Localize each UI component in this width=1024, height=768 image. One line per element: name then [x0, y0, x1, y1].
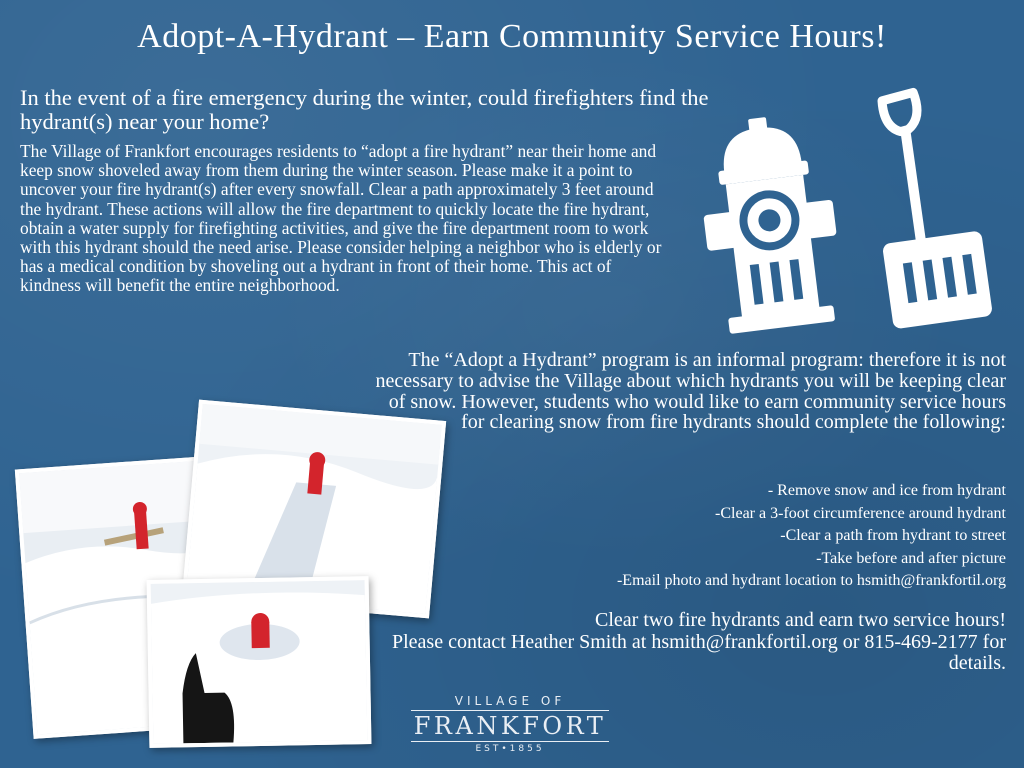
snow-shovel-icon	[862, 86, 993, 329]
list-item: -Clear a path from hydrant to street	[780, 527, 1006, 545]
icon-group	[700, 86, 1010, 336]
photo-bottom-image	[151, 580, 368, 744]
closing-text	[366, 610, 1006, 675]
intro-paragraph: The Village of Frankfort encourages residents to “adopt a fire hydrant” near their home and keep snow shoveled away from them during the winter season. Please make it a point to uncover your fire hydrant(s) after every snowfall. Clear a path approximately 3 feet around the hydrant. These actions will allow the fire department to quickly locate the fire hydrant, obtain a water supply for firefighting activities, and give the fire department room to work with this hydrant should the need arise. Please consider helping a neighbor who is elderly or has a medical condition by shoveling out a hydrant in front of their home. This act of kindness will benefit the entire neighborhood.	[20, 141, 662, 296]
steps-list	[366, 480, 1006, 593]
page-title: Adopt-A-Hydrant – Earn Community Service Hours!	[137, 18, 887, 55]
logo-name-text: FRANKFORT	[411, 710, 609, 742]
hydrant-photo-bottom	[147, 576, 372, 748]
list-item: -Clear a 3-foot circumference around hydrant	[715, 504, 1006, 522]
closing-line-1: Clear two fire hydrants and earn two service hours!	[595, 609, 1006, 631]
question-heading: In the event of a fire emergency during the winter, could firefighters find the hydrant(s) near your home?	[20, 85, 709, 134]
logo-top-text: VILLAGE OF	[454, 694, 566, 708]
list-item: -Email photo and hydrant location to hsmith@frankfortil.org	[616, 572, 1006, 590]
list-item: - Remove snow and ice from hydrant	[767, 482, 1006, 499]
fire-hydrant-icon	[700, 110, 847, 335]
icon-svg	[700, 86, 1010, 336]
logo-est-text: EST•1855	[475, 744, 545, 754]
village-logo	[405, 694, 615, 754]
program-paragraph: The “Adopt a Hydrant” program is an informal program: therefore it is not necessary to advise the Village about which hydrants you will be keeping clear of snow. However, students who would like to earn community service hours for clearing snow from fire hydrants should complete the following:	[375, 349, 1006, 434]
closing-line-2: Please contact Heather Smith at hsmith@frankfortil.org or 815-469-2177 for details.	[391, 630, 1006, 675]
list-item: -Take before and after picture	[816, 549, 1006, 567]
